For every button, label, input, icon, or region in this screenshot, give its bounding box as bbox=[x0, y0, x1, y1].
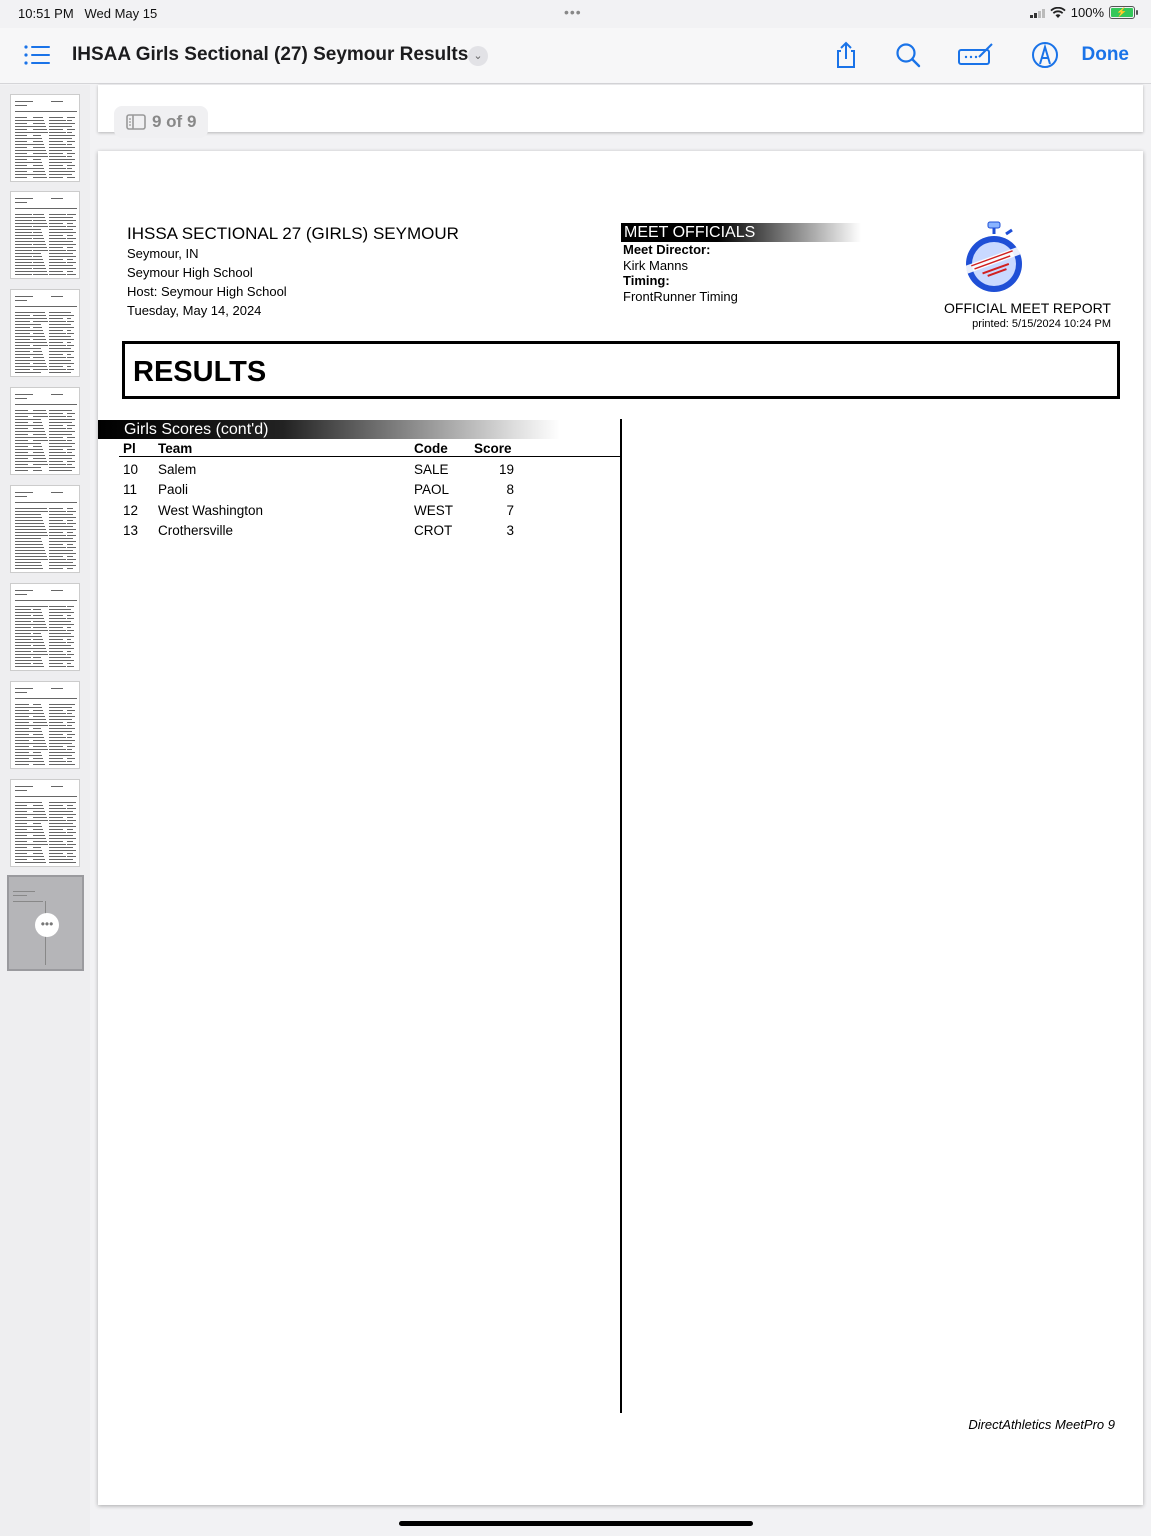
meet-location: Seymour, IN bbox=[127, 246, 199, 261]
pencil-tip-icon[interactable] bbox=[1030, 40, 1060, 70]
page-thumbnail[interactable] bbox=[10, 681, 80, 769]
page-indicator bbox=[114, 106, 208, 138]
meet-date: Tuesday, May 14, 2024 bbox=[127, 303, 262, 318]
col-code: Code bbox=[414, 441, 448, 456]
page-thumbnail[interactable] bbox=[10, 94, 80, 182]
thumbnail-sidebar bbox=[0, 85, 90, 1536]
done-button[interactable]: Done bbox=[1081, 44, 1129, 65]
team-name: Crothersville bbox=[158, 523, 234, 538]
multitask-dots[interactable]: ••• bbox=[564, 4, 582, 20]
printed-timestamp: printed: 5/15/2024 10:24 PM bbox=[972, 318, 1111, 330]
officials-header: MEET OFFICIALS bbox=[621, 223, 861, 242]
col-place: Pl bbox=[123, 441, 136, 456]
meet-director: Kirk Manns bbox=[623, 257, 689, 273]
scores-table-header bbox=[119, 441, 620, 457]
team-code: SALE bbox=[414, 462, 449, 477]
home-indicator[interactable] bbox=[399, 1521, 753, 1526]
software-footer: DirectAthletics MeetPro 9 bbox=[968, 1417, 1115, 1432]
meet-school: Seymour High School bbox=[127, 265, 253, 280]
team-code: CROT bbox=[414, 523, 453, 538]
place: 10 bbox=[123, 462, 139, 477]
team-score: 8 bbox=[506, 482, 514, 497]
more-options-icon[interactable]: ••• bbox=[35, 913, 59, 937]
page-thumbnail-selected[interactable] bbox=[7, 875, 84, 971]
results-banner bbox=[122, 341, 1120, 399]
team-score: 19 bbox=[498, 462, 514, 477]
team-name: Salem bbox=[158, 462, 197, 477]
status-indicators bbox=[1030, 5, 1135, 20]
previous-page bbox=[98, 85, 1143, 132]
timing-label: Timing: bbox=[623, 273, 670, 288]
battery-icon: ⚡ bbox=[1109, 6, 1135, 19]
sidebar-toggle-icon bbox=[126, 114, 146, 130]
team-name: Paoli bbox=[158, 482, 189, 497]
cellular-signal-icon bbox=[1030, 8, 1045, 18]
status-bar bbox=[0, 0, 1151, 28]
results-heading: RESULTS bbox=[133, 356, 267, 388]
report-title: OFFICIAL MEET REPORT bbox=[944, 300, 1111, 316]
meet-officials bbox=[623, 242, 738, 304]
team-score: 7 bbox=[506, 503, 514, 518]
page-thumbnail[interactable] bbox=[10, 289, 80, 377]
search-icon[interactable] bbox=[893, 40, 923, 70]
table-row bbox=[119, 482, 620, 502]
meet-name: IHSSA SECTIONAL 27 (GIRLS) SEYMOUR bbox=[127, 224, 459, 243]
page-thumbnail[interactable] bbox=[10, 583, 80, 671]
place: 12 bbox=[123, 503, 139, 518]
meet-info bbox=[127, 224, 459, 320]
timing-company: FrontRunner Timing bbox=[623, 288, 738, 304]
col-score: Score bbox=[474, 441, 512, 456]
meet-director-label: Meet Director: bbox=[623, 242, 711, 257]
share-icon[interactable] bbox=[831, 40, 861, 70]
page-indicator-label: 9 of 9 bbox=[152, 112, 197, 131]
team-score: 3 bbox=[506, 523, 514, 538]
status-time: 10:51 PM Wed May 15 bbox=[18, 6, 158, 21]
meet-host: Host: Seymour High School bbox=[127, 284, 287, 299]
team-code: PAOL bbox=[414, 482, 450, 497]
battery-percent: 100% bbox=[1070, 5, 1104, 20]
table-row bbox=[119, 523, 620, 543]
navigation-bar bbox=[0, 28, 1151, 84]
team-name: West Washington bbox=[158, 503, 264, 518]
column-divider bbox=[620, 419, 622, 1413]
document-title[interactable]: IHSAA Girls Sectional (27) Seymour Results bbox=[72, 44, 469, 65]
frontrunner-timing-logo bbox=[962, 220, 1026, 294]
page-thumbnail[interactable] bbox=[10, 387, 80, 475]
place: 13 bbox=[123, 523, 139, 538]
col-team: Team bbox=[158, 441, 193, 456]
table-row bbox=[119, 462, 620, 482]
team-code: WEST bbox=[414, 503, 453, 518]
markup-pen-icon[interactable] bbox=[957, 40, 995, 70]
place: 11 bbox=[123, 482, 138, 497]
chevron-down-icon[interactable]: ⌄ bbox=[468, 46, 488, 66]
section-header: Girls Scores (cont'd) bbox=[98, 420, 560, 439]
page-thumbnail[interactable] bbox=[10, 191, 80, 279]
list-icon[interactable] bbox=[24, 44, 50, 66]
page-thumbnail[interactable] bbox=[10, 485, 80, 573]
wifi-icon bbox=[1050, 7, 1066, 19]
page-thumbnail[interactable] bbox=[10, 779, 80, 867]
document-page bbox=[98, 151, 1143, 1505]
table-row bbox=[119, 503, 620, 523]
